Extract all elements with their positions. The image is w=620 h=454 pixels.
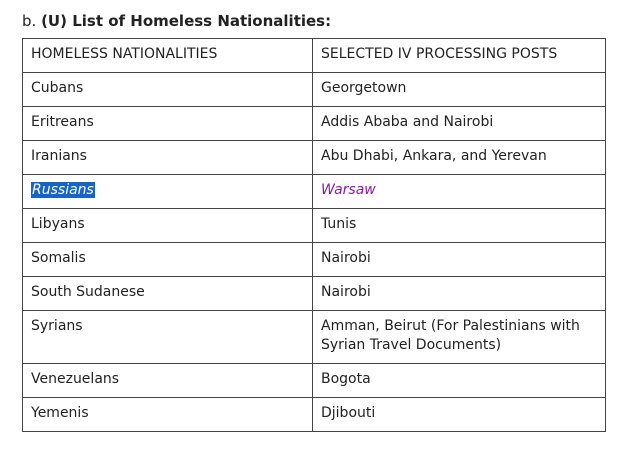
posts-cell: Nairobi [313, 243, 606, 277]
header-nationalities: HOMELESS NATIONALITIES [23, 39, 313, 73]
table-row [23, 311, 606, 364]
nationality-cell [23, 175, 313, 209]
section-heading [22, 11, 331, 31]
table-row [23, 364, 606, 398]
table-row [23, 141, 606, 175]
table-row [23, 277, 606, 311]
posts-cell: Amman, Beirut (For Palestinians with Syrian Travel Documents) [313, 311, 606, 364]
homeless-nationalities-table [22, 38, 606, 432]
posts-cell [313, 175, 606, 209]
nationality-cell: South Sudanese [23, 277, 313, 311]
section-title: (U) List of Homeless Nationalities: [41, 12, 332, 30]
nationality-cell: Yemenis [23, 398, 313, 432]
nationality-cell: Somalis [23, 243, 313, 277]
posts-cell: Abu Dhabi, Ankara, and Yerevan [313, 141, 606, 175]
posts-cell: Djibouti [313, 398, 606, 432]
section-prefix: b. [22, 12, 37, 30]
warsaw-link[interactable]: Warsaw [321, 182, 376, 198]
nationality-cell: Cubans [23, 73, 313, 107]
posts-cell: Bogota [313, 364, 606, 398]
table-header-row [23, 39, 606, 73]
posts-cell: Nairobi [313, 277, 606, 311]
table-row [23, 243, 606, 277]
selected-text[interactable]: Russians [32, 182, 94, 198]
table-row [23, 209, 606, 243]
table-row [23, 107, 606, 141]
table-row [23, 73, 606, 107]
table-row [23, 398, 606, 432]
posts-cell: Tunis [313, 209, 606, 243]
nationality-cell: Iranians [23, 141, 313, 175]
nationality-cell: Syrians [23, 311, 313, 364]
nationality-cell: Eritreans [23, 107, 313, 141]
nationality-cell: Libyans [23, 209, 313, 243]
nationality-cell: Venezuelans [23, 364, 313, 398]
posts-cell: Georgetown [313, 73, 606, 107]
table-row [23, 175, 606, 209]
posts-cell: Addis Ababa and Nairobi [313, 107, 606, 141]
header-processing-posts: SELECTED IV PROCESSING POSTS [313, 39, 606, 73]
